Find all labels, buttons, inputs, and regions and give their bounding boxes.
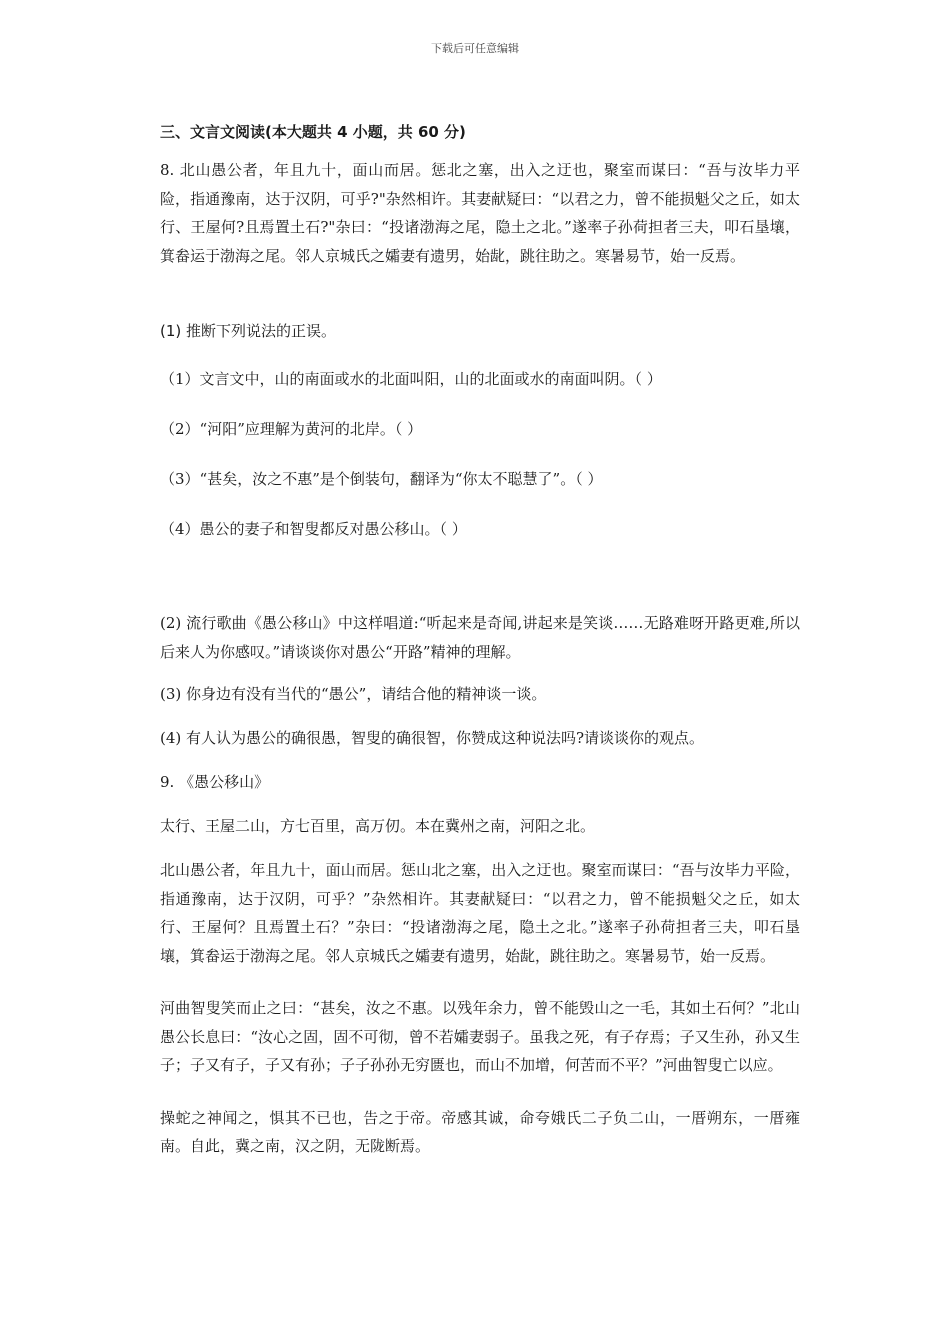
judge-item-2: （2）“河阳”应理解为黄河的北岸。（ ） (160, 420, 423, 438)
q8-passage: 8. 北山愚公者，年且九十，面山而居。惩北之塞，出入之迂也，聚室而谋曰：“吾与汝毕力平险，指通豫南，达于汉阴，可乎?"杂然相许。其妻献疑曰：“以君之力，曾不能损魁父之丘，如太行、王屋何?且焉置土石?"杂曰：“投诸渤海之尾，隐土之北。”遂率子孙荷担者三夫，叩石垦壤，箕畚运于渤海之尾。邻人京城氏之孀妻有遗男，始龀，跳往助之。寒暑易节，始一反焉。 (160, 161, 800, 265)
q8-sub4: (4) 有人认为愚公的确很愚，智叟的确很智，你赞成这种说法吗?请谈谈你的观点。 (160, 729, 705, 747)
q9-paragraph-3: 河曲智叟笑而止之曰：“甚矣，汝之不惠。以残年余力，曾不能毁山之一毛，其如土石何？”北山愚公长息曰：“汝心之固，固不可彻，曾不若孀妻弱子。虽我之死，有子存焉；子又生孙，孙又生子；子又有子，子又有孙；子子孙孙无穷匮也，而山不加增，何苦而不平？”河曲智叟亡以应。 (160, 999, 800, 1074)
page-header-note: 下载后可任意编辑 (431, 42, 519, 55)
q9-title: 9. 《愚公移山》 (160, 773, 270, 791)
document-body (160, 118, 800, 1161)
judge-item-1: （1）文言文中，山的南面或水的北面叫阳，山的北面或水的南面叫阴。（ ） (160, 370, 662, 388)
q9-paragraph-2: 北山愚公者，年且九十，面山而居。惩山北之塞，出入之迂也。聚室而谋曰：“吾与汝毕力平险，指通豫南，达于汉阴，可乎？”杂然相许。其妻献疑曰：“以君之力，曾不能损魁父之丘，如太行、王屋何？且焉置土石？”杂曰：“投诸渤海之尾，隐土之北。”遂率子孙荷担者三夫，叩石垦壤，箕畚运于渤海之尾。邻人京城氏之孀妻有遗男，始龀，跳往助之。寒暑易节，始一反焉。 (160, 861, 800, 965)
q8-sub2: (2) 流行歌曲《愚公移山》中这样唱道:“听起来是奇闻,讲起来是笑谈……无路难呀开路更难,所以后来人为你感叹。”请谈谈你对愚公“开路”精神的理解。 (160, 614, 800, 661)
q9-paragraph-4: 操蛇之神闻之，惧其不已也，告之于帝。帝感其诚，命夸娥氏二子负二山，一厝朔东，一厝雍南。自此，冀之南，汉之阴，无陇断焉。 (160, 1108, 800, 1155)
judge-item-4: （4）愚公的妻子和智叟都反对愚公移山。（ ） (160, 520, 467, 538)
judge-item-3: （3）“甚矣，汝之不惠”是个倒装句，翻译为“你太不聪慧了”。（ ） (160, 470, 603, 488)
q8-sub3: (3) 你身边有没有当代的“愚公”，请结合他的精神谈一谈。 (160, 685, 547, 703)
q8-sub1-title: (1) 推断下列说法的正误。 (160, 322, 337, 340)
q9-paragraph-1: 太行、王屋二山，方七百里，高万仞。本在冀州之南，河阳之北。 (160, 817, 596, 835)
section-title: 三、文言文阅读(本大题共 4 小题，共 60 分) (160, 123, 466, 141)
